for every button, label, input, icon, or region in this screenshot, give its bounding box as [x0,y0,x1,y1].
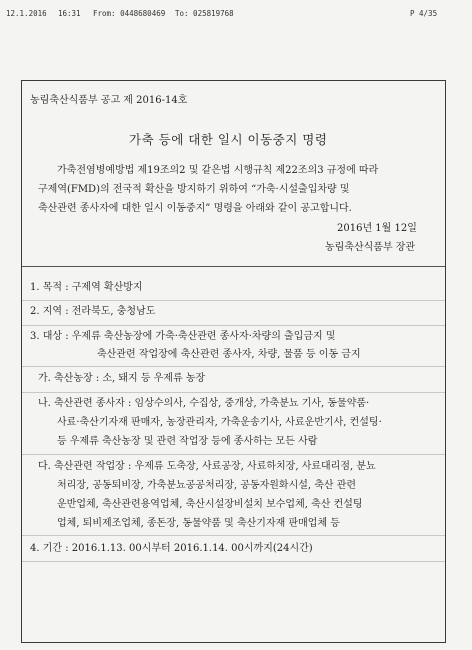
fax-time: 16:31 [58,9,81,18]
ruled-line [22,535,445,536]
fax-from: From: 0448680469 [93,9,166,18]
item-target-line-2: 축산관련 작업장에 축산관련 종사자, 차량, 물품 등 이동 금지 [97,349,361,360]
notice-body-line-3: 축산관련 종사자에 대한 일시 이동중지” 명령을 아래와 같이 공고합니다. [38,203,352,214]
notice-title: 가축 등에 대한 일시 이동중지 명령 [129,132,328,147]
notice-body-line-2: 구제역(FMD)의 전국적 확산을 방지하기 위하여 “가축·시설출입차량 및 [38,184,350,195]
fax-page: P 4/35 [410,9,438,18]
ruled-line [22,366,445,367]
notice-body-line-1: 가축전염병예방법 제19조의2 및 같은법 시행규칙 제22조의3 규정에 따라 [57,165,379,176]
section-divider [22,266,445,267]
ruled-line [22,300,445,301]
item-sub-c-line-4: 업체, 퇴비제조업체, 종돈장, 동물약품 및 축산기자재 판매업체 등 [57,518,340,529]
notice-signer: 농림축산식품부 장관 [325,242,416,253]
item-sub-c-line-2: 처리장, 공동퇴비장, 가축분뇨공공처리장, 공동자원화시설, 축산 관련 [57,480,357,491]
item-period: 4. 기간 : 2016.1.13. 00시부터 2016.1.14. 00시까지(24시간) [30,543,313,554]
fax-to: To: 025819768 [175,9,234,18]
item-purpose: 1. 목적 : 구제역 확산방지 [30,282,143,293]
item-sub-a: 가. 축산농장 : 소, 돼지 등 우제류 농장 [38,373,206,384]
item-target-line-1: 3. 대상 : 우제류 축산농장에 가축·축산관련 종사자·차량의 출입금지 및 [30,331,336,342]
fax-header [0,0,472,22]
ruled-line [22,392,445,393]
fax-date: 12.1.2016 [6,9,47,18]
item-region: 2. 지역 : 전라북도, 충청남도 [30,306,156,317]
item-sub-c-line-1: 다. 축산관련 작업장 : 우제류 도축장, 사료공장, 사료하치장, 사료대리점, 분뇨 [38,461,376,472]
notice-date: 2016년 1월 12일 [337,223,417,234]
notice-number: 농림축산식품부 공고 제 2016-14호 [30,95,188,106]
ruled-line [22,325,445,326]
ruled-line [22,561,445,562]
item-sub-c-line-3: 운반업체, 축산관련용역업체, 축산시설장비설치 보수업체, 축산 컨설팅 [57,499,363,510]
item-sub-b-line-2: 사료·축산기자재 판매자, 농장관리자, 가축운송기사, 사료운반기사, 컨설팅· [57,417,382,428]
ruled-line [22,454,445,455]
item-sub-b-line-3: 등 우제류 축산농장 및 관련 작업장 등에 종사하는 모든 사람 [57,436,318,447]
item-sub-b-line-1: 나. 축산관련 종사자 : 임상수의사, 수집상, 중개상, 가축분뇨 기사, 동물약품· [38,398,370,409]
